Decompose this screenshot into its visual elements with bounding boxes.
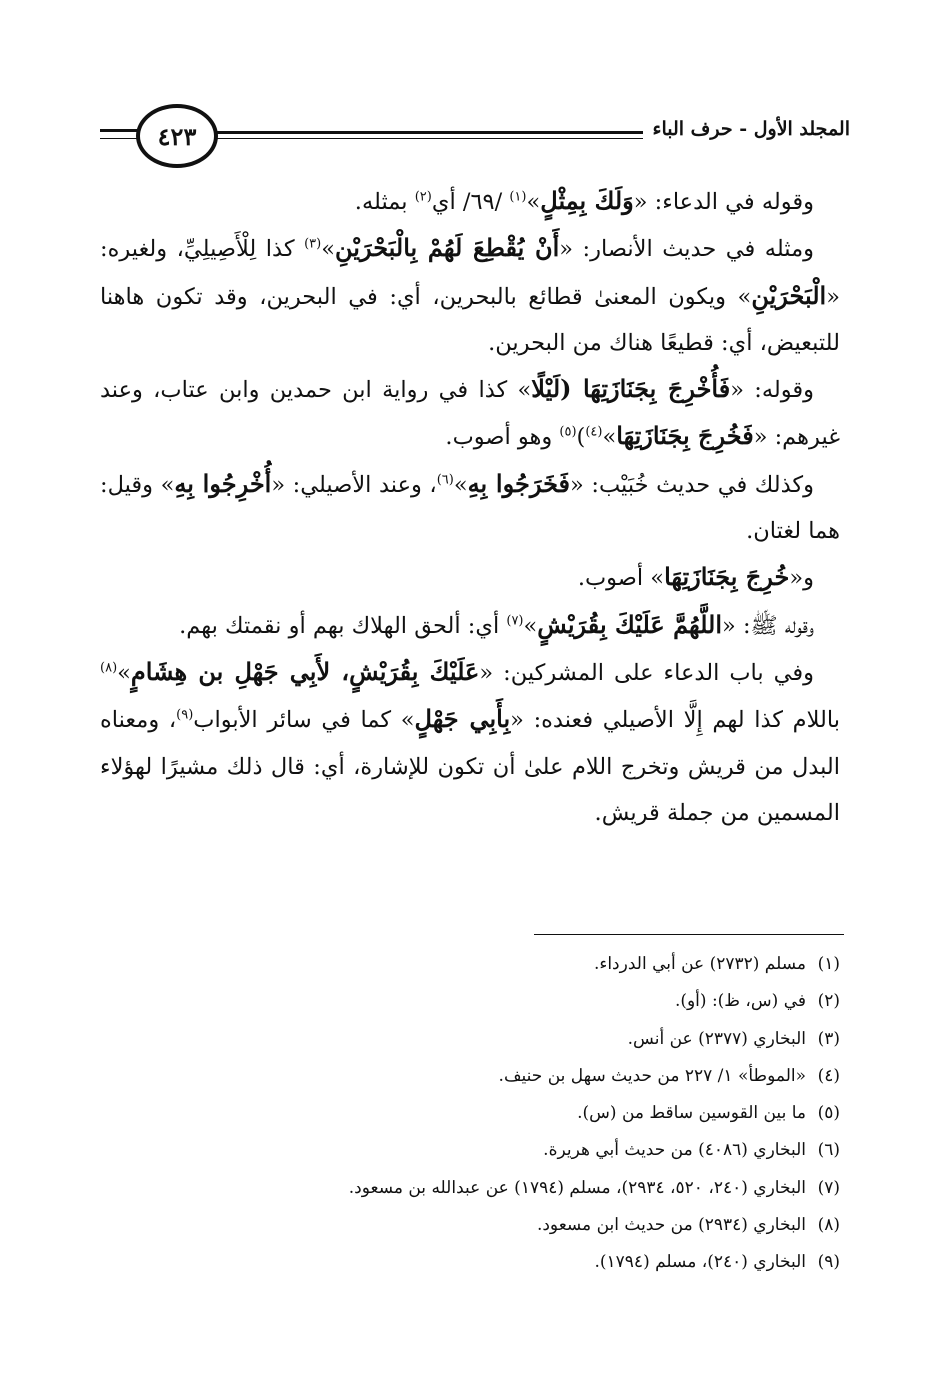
paragraph-2 [100, 225, 840, 366]
text-run: » كما في سائر الأبواب [193, 707, 415, 734]
footnote-number: (٨) [817, 1215, 840, 1236]
footnote-text: البخاري (٢٩٣٤) من حديث ابن مسعود. [536, 1215, 806, 1236]
text-run: وكذلك في حديث خُبَيْب: « [570, 471, 814, 498]
footnote-ref[interactable]: (٦) [436, 472, 454, 488]
text-run: ، ومعناه البدل من قريش وتخرج اللام علىٰ أن تكون للإشارة، أي: قال ذلك مشيرًا لهؤلاء المسمين من جملة قريش. [100, 707, 840, 826]
footnote-ref[interactable]: (٩) [176, 707, 194, 723]
footnote-number: (٢) [817, 991, 840, 1012]
footnote-text: البخاري (٤٠٨٦) من حديث أبي هريرة. [543, 1140, 806, 1161]
quote-text: فَخَرَجُوا بِهِ [467, 468, 571, 498]
text-run: ومثله في حديث الأنصار: « [559, 236, 814, 263]
header-rule-left-cap-thin [100, 138, 138, 139]
footnote-ref[interactable]: (٢) [414, 189, 432, 205]
footnote-separator [534, 934, 844, 935]
quote-text: أُخْرِجُوا بِهِ [174, 468, 272, 498]
footnote-3 [100, 1021, 840, 1058]
footnote-6 [100, 1132, 840, 1169]
text-run: وهو أصوب. [445, 424, 560, 451]
text-run: و« [789, 565, 814, 592]
quote-text: فَأُخْرِجَ بِجَنَازَتِهَا (لَيْلًا [531, 374, 731, 404]
quote-text: الْبَحْرَيْنِ [751, 280, 827, 310]
footnote-ref[interactable]: (٧) [506, 613, 524, 629]
quote-text: بِأَبِي جَهْلٍ [414, 704, 511, 734]
text-run: كذا لِلْأَصِيلِيِّ، ولغيره: « [100, 236, 840, 310]
footnote-number: (٦) [817, 1140, 840, 1161]
footnote-9 [100, 1244, 840, 1281]
running-title: المجلد الأول - حرف الباء [643, 118, 850, 140]
text-run: /٦٩/ أي [431, 189, 510, 215]
footnote-text: ما بين القوسين ساقط من (س). [577, 1103, 806, 1124]
paragraph-3 [100, 366, 840, 461]
quote-text: فَخُرِجَ بِجَنَازَتِهَا [616, 421, 754, 451]
text-run: » ويكون المعنىٰ قطائع بالبحرين، أي: في البحرين، وقد تكون هاهنا للتبعيض، أي: قطيعًا هناك من البحرين. [100, 283, 840, 356]
footnote-text: في (س، ظ): (أو). [674, 991, 806, 1012]
footnote-8 [100, 1207, 840, 1244]
text-run: » [526, 189, 541, 215]
text-run: » وقيل: هما لغتان. [100, 471, 840, 545]
text-run: باللام كذا لهم إِلَّا الأصيلي فعنده: « [510, 707, 840, 734]
paragraph-5 [100, 554, 840, 601]
text-run: » [321, 236, 335, 263]
text-run: » [523, 612, 538, 639]
footnote-7 [100, 1170, 840, 1207]
quote-text: خُرِجَ بِجَنَازَتِهَا [664, 562, 790, 592]
text-run: » [602, 424, 617, 451]
footnote-number: (١) [817, 954, 840, 974]
paragraph-7 [100, 649, 840, 836]
text-run: وقوله في الدعاء: « [633, 189, 814, 215]
footnote-ref[interactable]: (٤) [585, 424, 603, 440]
quote-text: اللَّهُمَّ عَلَيْكَ بِقُرَيْشٍ [537, 609, 723, 639]
footnote-ref[interactable]: (١) [509, 189, 527, 205]
footnote-text: البخاري (٢٤٠)، مسلم (١٧٩٤). [594, 1252, 806, 1273]
quote-text: أَنْ يُقْطِعَ لَهُمْ بِالْبَحْرَيْنِ [335, 233, 560, 263]
footnote-ref[interactable]: (٥) [559, 424, 577, 440]
footnotes [100, 946, 840, 1282]
footnote-text: البخاري (٢٣٧٧) عن أنس. [627, 1028, 806, 1049]
footnote-2 [100, 983, 840, 1020]
text-run: ، وعند الأصيلي: « [271, 471, 437, 498]
text-run: » أصوب. [577, 565, 665, 592]
text-run: أي: ألحق الهلاك بهم أو نقمتك بهم. [179, 612, 507, 639]
footnote-number: (٥) [817, 1103, 840, 1124]
footnote-text: البخاري (٢٤٠، ٥٢٠، ٢٩٣٤)، مسلم (١٧٩٤) عن عبدالله بن مسعود. [348, 1177, 806, 1198]
text-run: » [453, 471, 468, 498]
text-run: بمثله. [354, 189, 415, 215]
quote-text: عَلَيْكَ بِقُرَيْشٍ، لأَبِي جَهْلِ بن هِشَامٍ [130, 656, 480, 686]
footnote-text: «الموطأ» ١/ ٢٢٧ من حديث سهل بن حنيف. [498, 1065, 806, 1086]
footnote-ref[interactable]: (٣) [304, 236, 322, 252]
footnote-1 [100, 946, 840, 983]
footnote-text: مسلم (٢٧٣٢) عن أبي الدرداء. [593, 954, 806, 974]
footnote-number: (٤) [817, 1065, 840, 1086]
footnote-number: (٣) [817, 1028, 840, 1049]
text-run: وفي باب الدعاء على المشركين: « [479, 659, 815, 686]
footnote-ref[interactable]: (٨) [100, 660, 118, 676]
text-run: وقوله: « [730, 377, 814, 404]
text-run: » كذا في رواية ابن حمدين وابن عتاب، وعند غيرهم: « [100, 377, 840, 451]
page-number: ٤٢٣ [136, 104, 218, 168]
footnote-5 [100, 1095, 840, 1132]
footnote-4 [100, 1058, 840, 1095]
paragraph-1 [100, 178, 840, 225]
paragraph-4 [100, 461, 840, 555]
header-rule-left-cap [100, 129, 138, 132]
text-run: وقوله ﷺ: « [722, 612, 814, 639]
quote-text: وَلَكَ بِمِثْلٍ [540, 186, 634, 215]
text-run: ) [576, 424, 586, 451]
page-header [100, 100, 850, 172]
footnote-number: (٧) [817, 1177, 840, 1198]
paragraph-6 [100, 602, 840, 649]
text-run: » [117, 659, 131, 686]
footnote-number: (٩) [817, 1252, 840, 1273]
main-text [100, 178, 840, 836]
